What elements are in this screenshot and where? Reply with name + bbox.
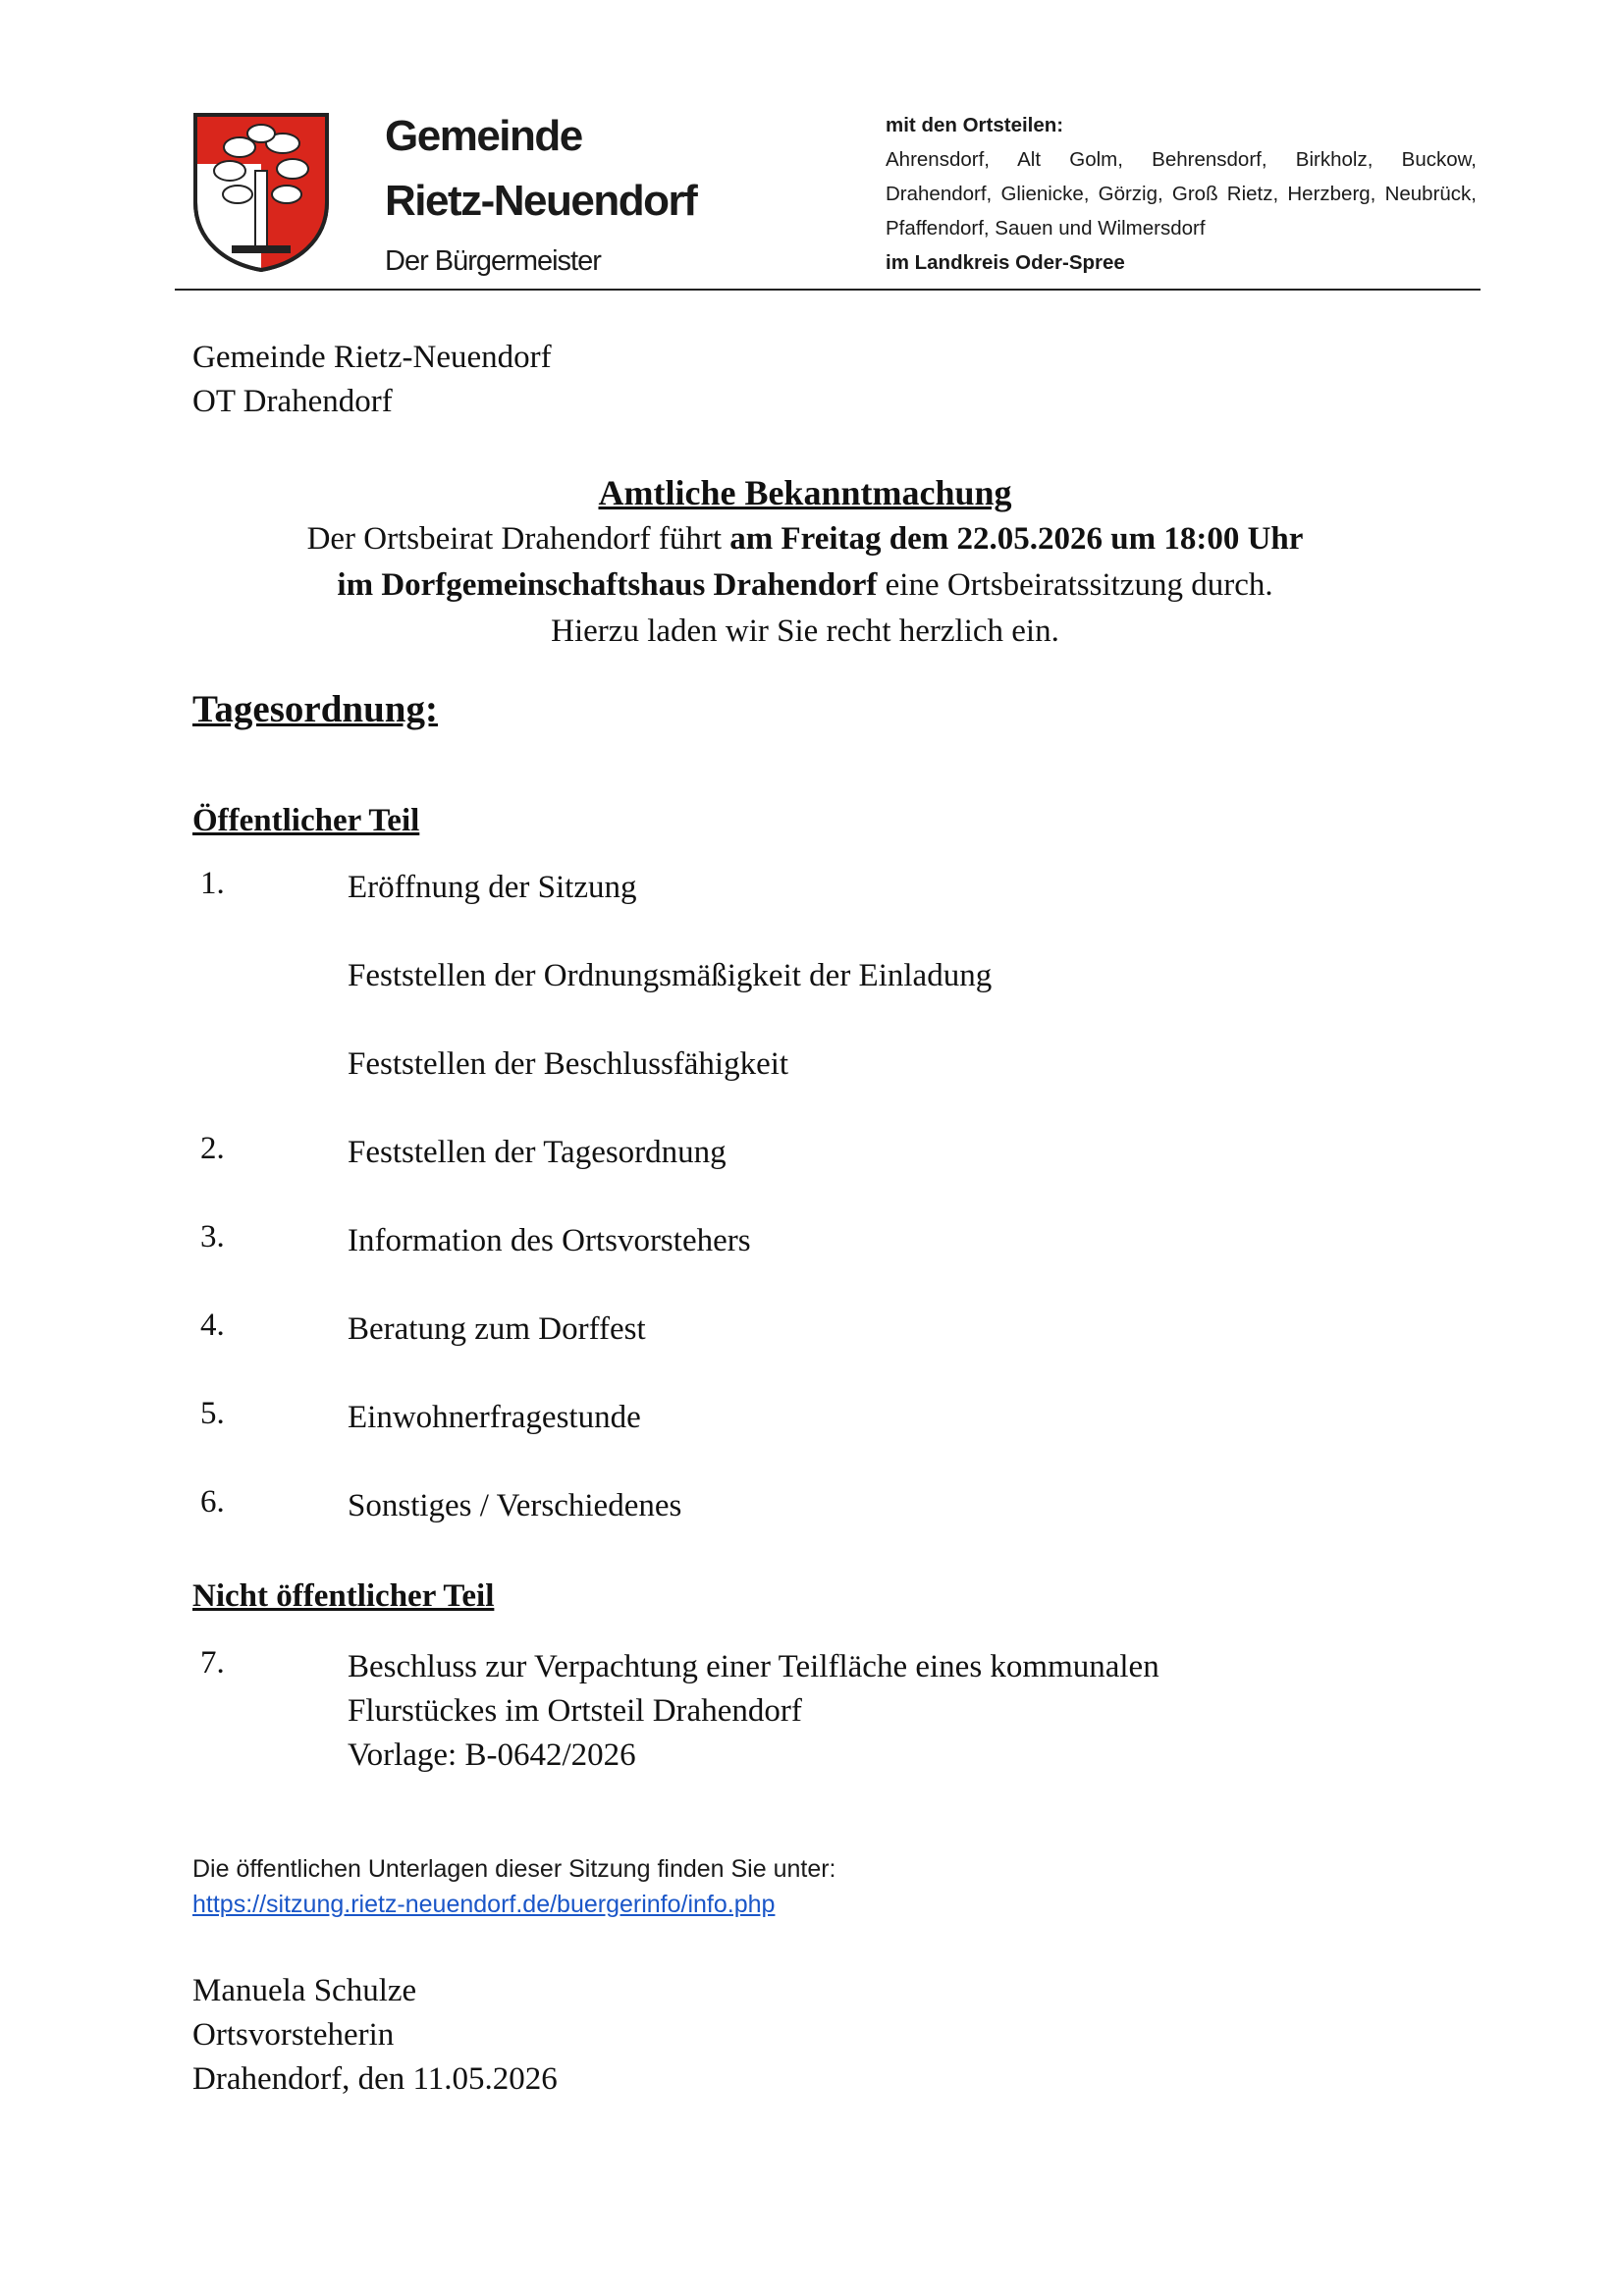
announcement-venue: im Dorfgemeinschaftshaus Drahendorf xyxy=(337,567,878,603)
agenda-item-number: 2. xyxy=(200,1131,225,1166)
mayor-title: Der Bürgermeister xyxy=(385,245,601,277)
announcement-line xyxy=(167,516,1443,562)
organization-name-line2: Rietz-Neuendorf xyxy=(385,177,697,225)
signer-name: Manuela Schulze xyxy=(192,1973,417,2008)
organization-name-line1: Gemeinde xyxy=(385,112,582,160)
agenda-item-text: Feststellen der Ordnungsmäßigkeit der Einladung xyxy=(348,958,993,993)
announcement-date: am Freitag dem 22.05.2026 um 18:00 Uhr xyxy=(729,521,1304,557)
districts-line: Drahendorf, Glienicke, Görzig, Groß Rietz, Herzberg, Neubrück, xyxy=(886,183,1477,205)
districts-line: Ahrensdorf, Alt Golm, Behrensdorf, Birkholz, Buckow, xyxy=(886,148,1477,171)
announcement-invitation: Hierzu laden wir Sie recht herzlich ein. xyxy=(551,614,1059,649)
address-line: OT Drahendorf xyxy=(192,384,393,419)
header-divider xyxy=(175,289,1481,291)
agenda-item-text xyxy=(348,1645,1159,1778)
agenda-item-line: Flurstückes im Ortsteil Drahendorf xyxy=(348,1693,802,1729)
agenda-item-line: Beschluss zur Verpachtung einer Teilfläche eines kommunalen xyxy=(348,1649,1159,1684)
announcement-title: Amtliche Bekanntmachung xyxy=(598,473,1012,512)
documents-note-text: Die öffentlichen Unterlagen dieser Sitzung finden Sie unter: xyxy=(192,1855,836,1883)
announcement-line xyxy=(167,562,1443,609)
agenda-item-number: 7. xyxy=(200,1645,225,1681)
place-date: Drahendorf, den 11.05.2026 xyxy=(192,2061,558,2097)
county-label: im Landkreis Oder-Spree xyxy=(886,251,1125,274)
agenda-item-line: Vorlage: B-0642/2026 xyxy=(348,1737,636,1773)
address-line: Gemeinde Rietz-Neuendorf xyxy=(192,340,552,375)
announcement-text: eine Ortsbeiratssitzung durch. xyxy=(877,567,1273,603)
agenda-item-number: 3. xyxy=(200,1219,225,1255)
districts-line: Pfaffendorf, Sauen und Wilmersdorf xyxy=(886,217,1206,240)
districts-intro: mit den Ortsteilen: xyxy=(886,114,1064,136)
signer-role: Ortsvorsteherin xyxy=(192,2017,395,2053)
public-section-heading: Öffentlicher Teil xyxy=(192,803,420,838)
agenda-item-text: Feststellen der Beschlussfähigkeit xyxy=(348,1046,789,1082)
agenda-item-number: 5. xyxy=(200,1396,225,1431)
agenda-item-text: Einwohnerfragestunde xyxy=(348,1400,641,1435)
organization-name xyxy=(385,104,696,234)
agenda-heading: Tagesordnung: xyxy=(192,688,438,730)
agenda-item-number: 6. xyxy=(200,1484,225,1520)
documents-link[interactable]: https://sitzung.rietz-neuendorf.de/buergerinfo/info.php xyxy=(192,1891,776,1918)
address-block xyxy=(192,336,552,424)
announcement xyxy=(167,469,1443,655)
agenda-item-text: Eröffnung der Sitzung xyxy=(348,870,637,905)
agenda-item-number: 4. xyxy=(200,1308,225,1343)
agenda-item-text: Sonstiges / Verschiedenes xyxy=(348,1488,682,1523)
agenda-item-number: 1. xyxy=(200,866,225,901)
agenda-item-text: Beratung zum Dorffest xyxy=(348,1311,646,1347)
documents-note xyxy=(192,1851,836,1922)
signature-block xyxy=(192,1969,558,2102)
agenda-item-text: Information des Ortsvorstehers xyxy=(348,1223,751,1258)
agenda-item-text: Feststellen der Tagesordnung xyxy=(348,1135,727,1170)
announcement-text: Der Ortsbeirat Drahendorf führt xyxy=(306,521,730,557)
private-section-heading: Nicht öffentlicher Teil xyxy=(192,1578,495,1614)
districts-block xyxy=(886,108,1477,280)
coat-of-arms-icon xyxy=(192,112,330,273)
